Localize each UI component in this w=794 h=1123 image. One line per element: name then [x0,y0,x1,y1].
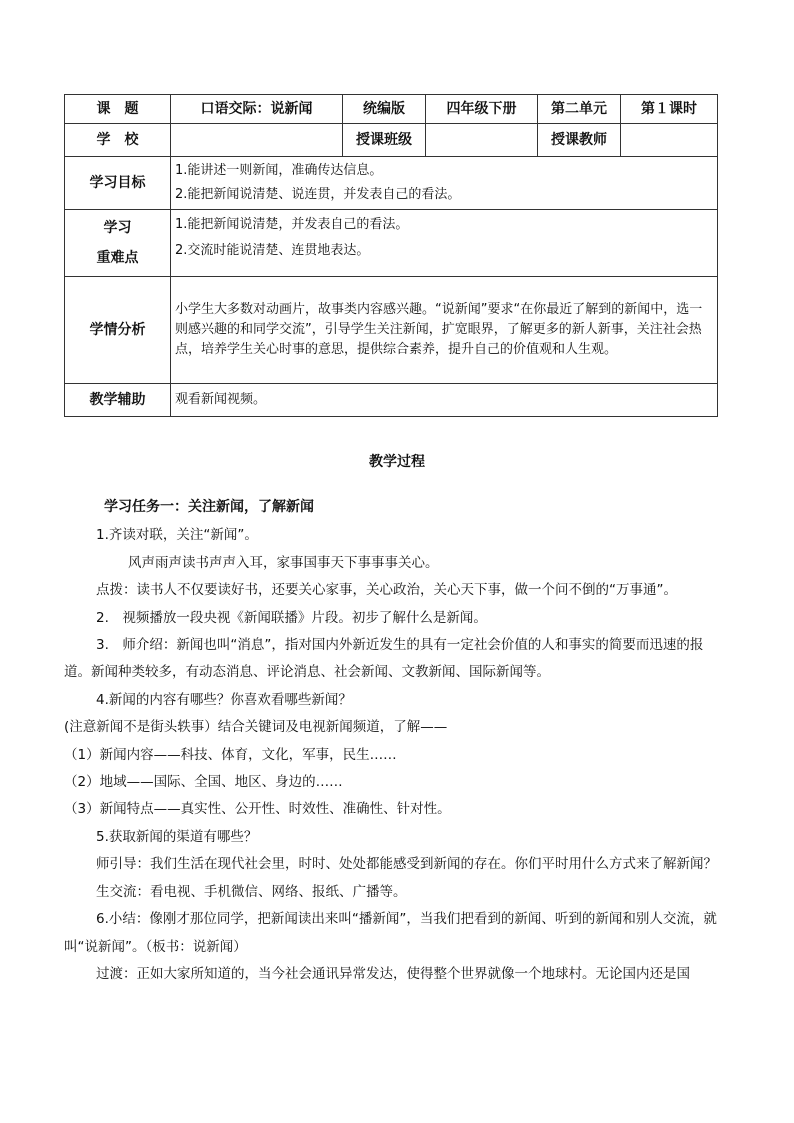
paragraph: 4.新闻的内容有哪些？你喜欢看哪些新闻？ [96,691,352,708]
key-points-content [171,210,718,277]
aids-label: 教学辅助 [65,384,171,417]
process-content [64,494,728,988]
process-title: 教学过程 [369,454,425,470]
topic-label: 课 题 [65,95,171,124]
goals-label: 学习目标 [65,157,171,210]
grade: 四年级下册 [426,95,538,124]
lesson-info-table [64,94,718,417]
analysis-label: 学情分析 [65,277,171,384]
goal-item: 2.能把新闻说清楚、说连贯，并发表自己的看法。 [175,187,461,202]
school-value [171,124,343,157]
unit: 第二单元 [538,95,621,124]
table-row-key-points [65,210,718,277]
table-row-analysis [65,277,718,384]
paragraph: （3）新闻特点——真实性、公开性、时效性、准确性、针对性。 [64,801,451,818]
analysis-content: 小学生大多数对动画片，故事类内容感兴趣。“说新闻”要求“在你最近了解到的新闻中，选一则感兴趣的和同学交流”，引导学生关注新闻，扩宽眼界，了解更多的新人新事，关注社会热点，培养学生关心时事的意思，提供综合素养，提升自己的价值观和人生观。 [171,277,718,384]
teacher-value [621,124,718,157]
class-label: 授课班级 [343,124,426,157]
task1-title: 学习任务一：关注新闻，了解新闻 [104,499,314,515]
paragraph: 生交流：看电视、手机微信、网络、报纸、广播等。 [96,883,407,900]
table-row-school [65,124,718,157]
teacher-label: 授课教师 [538,124,621,157]
paragraph: 1.齐读对联，关注“新闻”。 [96,527,258,544]
class-value [426,124,538,157]
key-points-label [65,210,171,277]
paragraph: (注意新闻不是街头轶事）结合关键词及电视新闻频道，了解—— [64,719,448,736]
paragraph: （1）新闻内容——科技、体育，文化，军事，民生…… [64,746,397,763]
aids-content: 观看新闻视频。 [171,384,718,417]
paragraph: 师引导：我们生活在现代社会里，时时、处处都能感受到新闻的存在。你们平时用什么方式来了解新闻？ [96,856,717,873]
paragraph: （2）地域——国际、全国、地区、身边的…… [64,774,343,791]
lesson-title: 口语交际：说新闻 [171,95,343,124]
lesson-number: 第１课时 [621,95,718,124]
goal-item: 1.能讲述一则新闻，准确传达信息。 [175,163,383,178]
key-points-label-line1: 学习 [103,220,132,236]
paragraph: 风声雨声读书声声入耳，家事国事天下事事事关心。 [128,554,439,571]
school-label: 学 校 [65,124,171,157]
key-point-item: 2.交流时能说清楚、连贯地表达。 [175,243,370,258]
paragraph: 6.小结：像刚才那位同学，把新闻读出来叫“播新闻”，当我们把看到的新闻、听到的新闻和别人交流，就叫“说新闻”。（板书：说新闻） [64,911,717,955]
edition: 统编版 [343,95,426,124]
goals-content [171,157,718,210]
table-row-goals [65,157,718,210]
paragraph: 点拨：读书人不仅要读好书，还要关心家事，关心政治，关心天下事，做一个问不倒的“万事通”。 [96,582,677,599]
paragraph: 3. 师介绍：新闻也叫“消息”，指对国内外新近发生的具有一定社会价值的人和事实的简要而迅速的报道。新闻种类较多，有动态消息、评论消息、社会新闻、文教新闻、国际新闻等。 [64,637,704,681]
paragraph: 2. 视频播放一段央视《新闻联播》片段。初步了解什么是新闻。 [96,609,487,626]
table-row-topic [65,95,718,124]
key-points-label-line2: 重难点 [96,250,139,266]
table-row-aids [65,384,718,417]
key-point-item: 1.能把新闻说清楚，并发表自己的看法。 [175,217,409,232]
paragraph: 5.获取新闻的渠道有哪些？ [96,828,258,845]
paragraph: 过渡：正如大家所知道的，当今社会通讯异常发达，使得整个世界就像一个地球村。无论国内还是国 [96,965,690,982]
